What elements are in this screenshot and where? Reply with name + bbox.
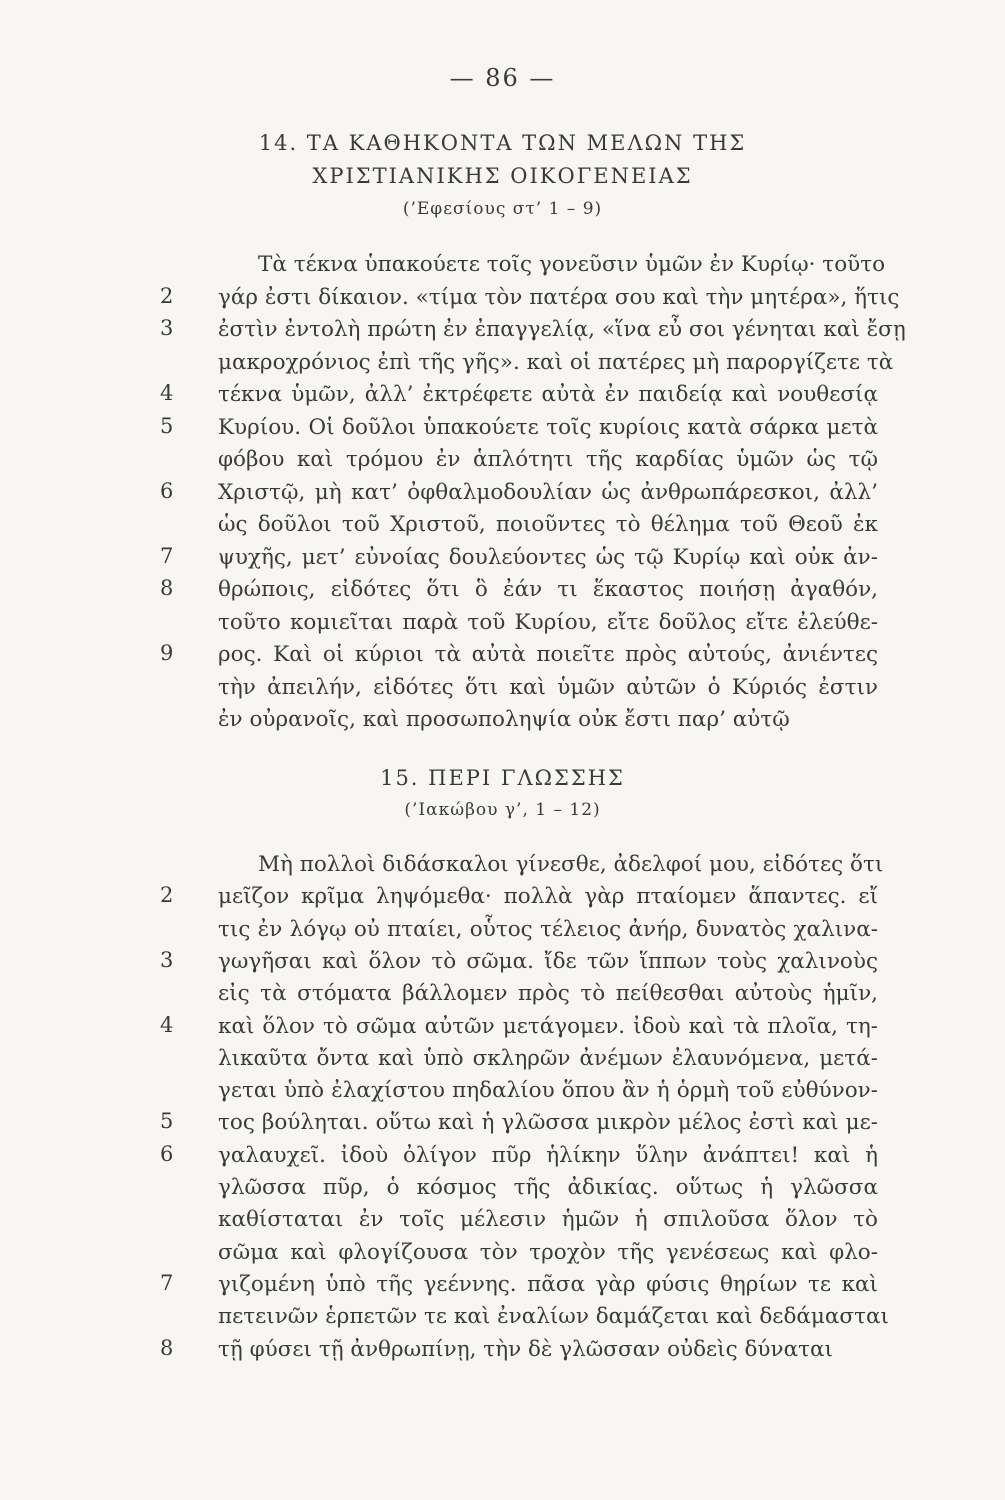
text-line: φόβου καὶ τρόμου ἐν ἁπλότητι τῆς καρδίας ὑμῶν ὡς τῷ xyxy=(218,447,878,472)
verse-number: 3 xyxy=(160,316,174,340)
text-line: γαλαυχεῖ. ἰδοὺ ὀλίγον πῦρ ἡλίκην ὕλην ἀνάπτει! καὶ ἡ xyxy=(218,1142,878,1168)
text-line: σῶμα καὶ φλογίζουσα τὸν τροχὸν τῆς γενέσεως καὶ φλο- xyxy=(218,1239,878,1265)
text-line: τοῦτο κομιεῖται παρὰ τοῦ Κυρίου, εἴτε δοῦλος εἴτε ἐλεύθε- xyxy=(218,609,878,635)
text-line: τις ἐν λόγῳ οὐ πταίει, οὗτος τέλειος ἀνήρ, δυνατὸς χαλινα- xyxy=(218,916,878,942)
text-line: γωγῆσαι καὶ ὅλον τὸ σῶμα. ἴδε τῶν ἵππων τοὺς χαλινοὺς xyxy=(218,948,878,974)
text-line: τέκνα ὑμῶν, ἀλλ’ ἐκτρέφετε αὐτὰ ἐν παιδείᾳ καὶ νουθεσίᾳ xyxy=(218,382,878,407)
section-15-reference: (’Ιακώβου γ’, 1 – 12) xyxy=(404,800,601,820)
text-line: καθίσταται ἐν τοῖς μέλεσιν ἡμῶν ἡ σπιλοῦσα ὅλον τὸ xyxy=(218,1207,878,1233)
verse-number: 3 xyxy=(160,947,174,972)
verse-number: 6 xyxy=(160,1141,174,1166)
text-line: τος βούληται. οὕτω καὶ ἡ γλῶσσα μικρὸν μέλος ἐστὶ καὶ με- xyxy=(218,1110,878,1136)
text-line: εἰς τὰ στόματα βάλλομεν πρὸς τὸ πείθεσθαι αὐτοὺς ἡμῖν, xyxy=(218,981,878,1007)
text-line: γάρ ἐστι δίκαιον. «τίμα τὸν πατέρα σου καὶ τὴν μητέρα», ἥτις xyxy=(218,284,900,310)
verse-number: 7 xyxy=(160,543,174,568)
section-14-title-line-1: 14. ΤΑ ΚΑΘΗΚΟΝΤΑ ΤΩΝ ΜΕΛΩΝ ΤΗΣ xyxy=(258,131,747,155)
section-14-title-line-2: ΧΡΙΣΤΙΑΝΙΚΗΣ ΟΙΚΟΓΕΝΕΙΑΣ xyxy=(312,164,693,188)
text-line: ρος. Καὶ οἱ κύριοι τὰ αὐτὰ ποιεῖτε πρὸς αὐτούς, ἀνιέντες xyxy=(218,642,878,667)
text-line: ψυχῆς, μετ’ εὐνοίας δουλεύοντες ὡς τῷ Κυρίῳ καὶ οὐκ ἀν- xyxy=(218,544,878,570)
text-line: γεται ὑπὸ ἐλαχίστου πηδαλίου ὅπου ἂν ἡ ὁρμὴ τοῦ εὐθύνον- xyxy=(218,1078,878,1104)
text-line: Κυρίου. Οἱ δοῦλοι ὑπακούετε τοῖς κυρίοις κατὰ σάρκα μετὰ xyxy=(218,414,878,440)
text-line: ἐν οὐρανοῖς, καὶ προσωποληψία οὐκ ἔστι παρ’ αὐτῷ xyxy=(218,707,790,732)
text-line: Μὴ πολλοὶ διδάσκαλοι γίνεσθε, ἀδελφοί μου, εἰδότες ὅτι xyxy=(258,852,884,877)
verse-number: 5 xyxy=(160,1109,174,1134)
verse-number: 6 xyxy=(160,478,174,503)
verse-number: 9 xyxy=(160,641,174,665)
section-14-reference: (’Εφεσίους στ’ 1 – 9) xyxy=(402,199,603,219)
verse-number: 5 xyxy=(160,413,174,438)
text-line: Χριστῷ, μὴ κατ’ ὀφθαλμοδουλίαν ὡς ἀνθρωπάρεσκοι, ἀλλ’ xyxy=(218,479,878,505)
text-line: τῇ φύσει τῇ ἀνθρωπίνῃ, τὴν δὲ γλῶσσαν οὐδεὶς δύναται xyxy=(218,1336,833,1362)
verse-number: 4 xyxy=(160,381,174,405)
verse-number: 8 xyxy=(160,1335,174,1360)
text-line: ὡς δοῦλοι τοῦ Χριστοῦ, ποιοῦντες τὸ θέλημα τοῦ Θεοῦ ἐκ xyxy=(218,512,878,537)
verse-number: 4 xyxy=(160,1012,174,1037)
text-line: λικαῦτα ὄντα καὶ ὑπὸ σκληρῶν ἀνέμων ἐλαυνόμενα, μετά- xyxy=(218,1045,878,1071)
text-line: μακροχρόνιος ἐπὶ τῆς γῆς». καὶ οἱ πατέρες μὴ παροργίζετε τὰ xyxy=(218,349,894,375)
verse-number: 2 xyxy=(160,283,174,308)
verse-number: 8 xyxy=(160,576,174,600)
verse-number: 2 xyxy=(160,883,174,908)
text-line: ἐστὶν ἐντολὴ πρώτη ἐν ἐπαγγελίᾳ, «ἵνα εὖ σοι γένηται καὶ ἔσῃ xyxy=(218,317,906,342)
text-line: θρώποις, εἰδότες ὅτι ὃ ἐάν τι ἕκαστος ποιήσῃ ἀγαθόν, xyxy=(218,577,878,602)
text-line: τὴν ἀπειλήν, εἰδότες ὅτι καὶ ὑμῶν αὐτῶν ὁ Κύριός ἐστιν xyxy=(218,674,878,700)
text-line: πετεινῶν ἑρπετῶν τε καὶ ἐναλίων δαμάζεται καὶ δεδάμασται xyxy=(218,1304,889,1330)
text-line: καὶ ὅλον τὸ σῶμα αὐτῶν μετάγομεν. ἰδοὺ καὶ τὰ πλοῖα, τη- xyxy=(218,1013,878,1039)
page-number: — 86 — xyxy=(449,64,556,92)
text-line: Τὰ τέκνα ὑπακούετε τοῖς γονεῦσιν ὑμῶν ἐν Κυρίῳ· τοῦτο xyxy=(258,252,886,277)
text-line: μεῖζον κρῖμα ληψόμεθα· πολλὰ γὰρ πταίομεν ἅπαντες. εἴ xyxy=(218,884,878,910)
text-line: γλῶσσα πῦρ, ὁ κόσμος τῆς ἀδικίας. οὕτως ἡ γλῶσσα xyxy=(218,1175,878,1200)
section-15-title: 15. ΠΕΡΙ ΓΛΩΣΣΗΣ xyxy=(380,766,625,790)
text-line: γιζομένη ὑπὸ τῆς γεέννης. πᾶσα γὰρ φύσις θηρίων τε καὶ xyxy=(218,1271,878,1297)
verse-number: 7 xyxy=(160,1270,174,1295)
